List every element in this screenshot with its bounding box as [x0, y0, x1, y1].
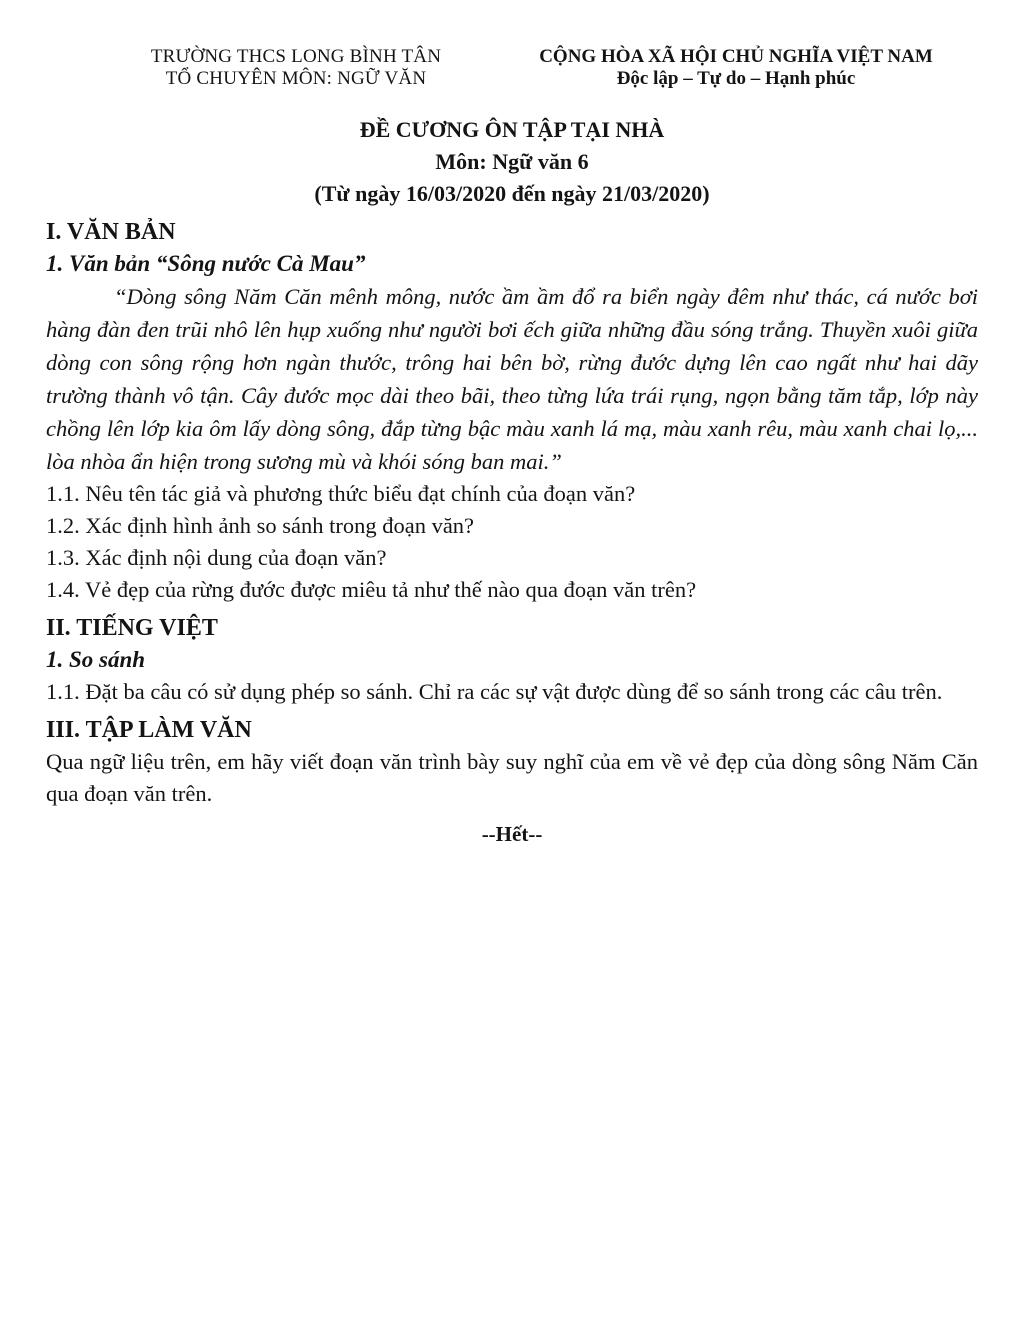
question-item: 1.4. Vẻ đẹp của rừng đước được miêu tả như thế nào qua đoạn văn trên?: [46, 577, 697, 602]
excerpt-quote: “Dòng sông Năm Căn mênh mông, nước ầm ầm đổ ra biển ngày đêm như thác, cá nước bơi hàng đàn đen trũi nhô lên hụp xuống như người bơi ếch giữa những đầu sóng trắng. Thuyền xuôi giữa dòng con sông rộng hơn ngàn thước, trông hai bên bờ, rừng đước dựng lên cao ngất như hai dãy trường thành vô tận. Cây đước mọc dài theo bãi, theo từng lứa trái rụng, ngọn bằng tăm tắp, lớp này chồng lên lớp kia ôm lấy dòng sông, đắp từng bậc màu xanh lá mạ, màu xanh rêu, màu xanh chai lọ,... lòa nhòa ẩn hiện trong sương mù và khói sóng ban mai.”: [46, 284, 978, 474]
nation-info: [506, 46, 966, 90]
question-item: 1.1. Nêu tên tác giả và phương thức biểu đạt chính của đoạn văn?: [46, 481, 636, 506]
section-3-heading: III. TẬP LÀM VĂN: [46, 717, 252, 743]
section-2-heading: II. TIẾNG VIỆT: [46, 615, 218, 641]
nation-motto: Độc lập – Tự do – Hạnh phúc: [616, 68, 856, 89]
end-marker: --Hết--: [481, 822, 543, 846]
section-3-task: Qua ngữ liệu trên, em hãy viết đoạn văn trình bày suy nghĩ của em về vẻ đẹp của dòng sông Năm Căn qua đoạn văn trên.: [46, 749, 978, 806]
title-block: [46, 114, 978, 210]
document-title: ĐỀ CƯƠNG ÔN TẬP TẠI NHÀ: [359, 117, 665, 142]
section-2-task: 1.1. Đặt ba câu có sử dụng phép so sánh. Chỉ ra các sự vật được dùng để so sánh trong các câu trên.: [46, 679, 943, 704]
question-item: 1.2. Xác định hình ảnh so sánh trong đoạn văn?: [46, 513, 475, 538]
nation-name: CỘNG HÒA XÃ HỘI CHỦ NGHĨA VIỆT NAM: [539, 46, 933, 67]
subject-line: Môn: Ngữ văn 6: [435, 149, 589, 174]
section-1-subheading: 1. Văn bản “Sông nước Cà Mau”: [46, 251, 366, 276]
school-name: TRƯỜNG THCS LONG BÌNH TÂN: [150, 46, 442, 67]
section-writing: [46, 714, 978, 810]
question-item: 1.3. Xác định nội dung của đoạn văn?: [46, 545, 387, 570]
section-2-subheading: 1. So sánh: [46, 647, 146, 672]
department-name: TỔ CHUYÊN MÔN: NGỮ VĂN: [165, 68, 427, 89]
section-vietnamese: [46, 612, 978, 708]
section-literature: [46, 216, 978, 606]
date-range: (Từ ngày 16/03/2020 đến ngày 21/03/2020): [314, 181, 710, 206]
section-1-heading: I. VĂN BẢN: [46, 219, 176, 245]
school-info: [126, 46, 466, 90]
document-header: [46, 0, 978, 100]
